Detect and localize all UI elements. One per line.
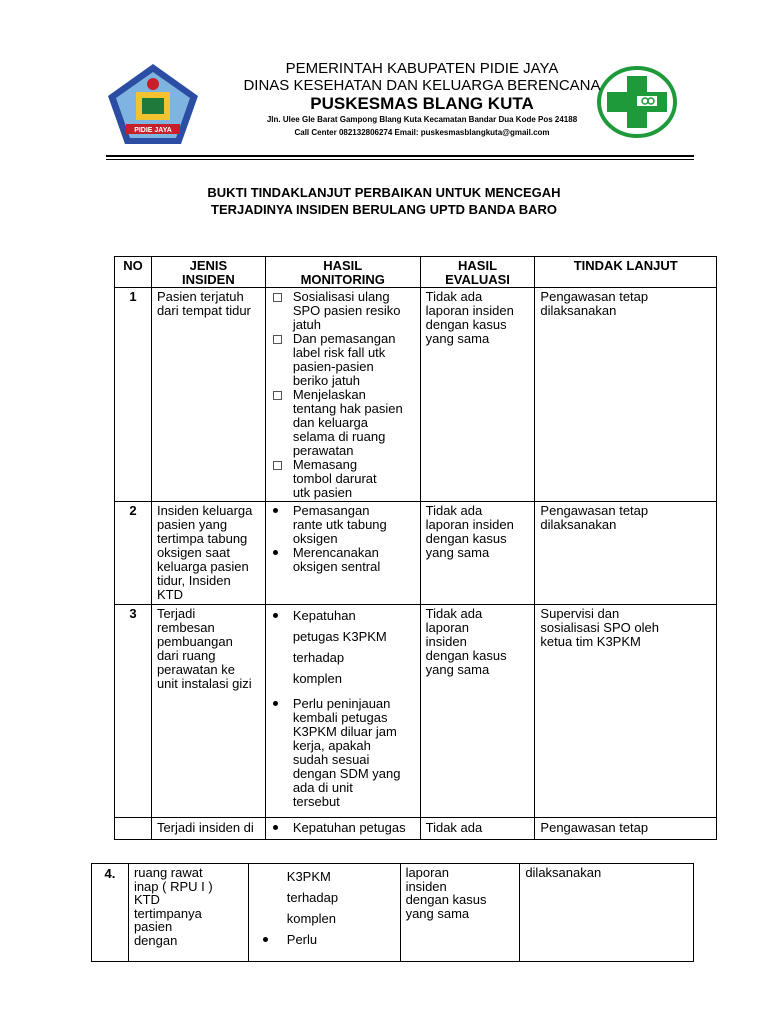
document-title-line-2: TERJADINYA INSIDEN BERULANG UPTD BANDA BARO: [211, 202, 557, 217]
bullet-icon: [273, 701, 278, 706]
bullet-icon: [273, 550, 278, 555]
table-row: [115, 288, 717, 502]
header-contact: Call Center 082132806274 Email: puskesmasblangkuta@gmail.com: [294, 128, 550, 137]
bullet-list-item: Perlu peninjauan kembali petugas K3PKM diluar jam kerja, apakah sudah sesuai dengan SDM yang ada di unit tersebut: [271, 697, 415, 809]
monitoring-cell: [265, 818, 420, 840]
bullet-list-item: Perlu: [287, 929, 395, 950]
bullet-icon: [273, 613, 278, 618]
jenis-insiden-cell: Pasien terjatuh dari tempat tidur: [151, 288, 265, 502]
row-number: 3: [115, 605, 152, 818]
jenis-insiden-cell: Terjadi insiden di: [151, 818, 265, 840]
continuation-table: [91, 863, 694, 962]
bullet-list-item: Kepatuhan petugas K3PKM terhadap komplen: [271, 605, 415, 689]
checkbox-icon: [273, 293, 282, 302]
jenis-insiden-cell: Insiden keluarga pasien yang tertimpa tabung oksigen saat keluarga pasien tidur, Insiden KTD: [151, 502, 265, 605]
row-number: 4.: [92, 864, 129, 962]
row-number: [115, 818, 152, 840]
bullet-list-item: Kepatuhan petugas: [271, 821, 415, 835]
evaluasi-cell: Tidak ada laporan insiden dengan kasus yang sama: [420, 502, 535, 605]
tindak-lanjut-cell: dilaksanakan: [520, 864, 694, 962]
header-line-2: DINAS KESEHATAN DAN KELUARGA BERENCANA: [243, 77, 601, 94]
bullet-list-item: Merencanakan oksigen sentral: [271, 546, 415, 574]
header-address: Jln. Ulee Gle Barat Gampong Blang Kuta Kecamatan Bandar Dua Kode Pos 24188: [266, 115, 578, 124]
checkbox-icon: [273, 391, 282, 400]
header-tindak-lanjut: TINDAK LANJUT: [535, 257, 717, 288]
header-divider-thick: [106, 155, 694, 157]
monitoring-cell: [265, 288, 420, 502]
evaluasi-cell: Tidak ada laporan insiden dengan kasus yang sama: [420, 288, 535, 502]
header-hasil-evaluasi: HASIL EVALUASI: [420, 257, 535, 288]
bullet-icon: [263, 937, 268, 942]
evaluasi-cell: Tidak ada: [420, 818, 535, 840]
table-header-row: [115, 257, 717, 288]
monitoring-cell: [265, 502, 420, 605]
row-number: 2: [115, 502, 152, 605]
monitoring-cell: K3PKM terhadap komplen Perlu: [248, 864, 400, 962]
header-line-1: PEMERINTAH KABUPATEN PIDIE JAYA: [285, 60, 559, 77]
document-title-line-1: BUKTI TINDAKLANJUT PERBAIKAN UNTUK MENCEGAH: [207, 185, 561, 200]
table-row: [92, 864, 694, 962]
evaluasi-cell: laporan insiden dengan kasus yang sama: [400, 864, 520, 962]
logo-text: PIDIE JAYA: [134, 127, 172, 134]
checkbox-list-item: Memasang tombol darurat utk pasien: [271, 458, 415, 500]
monitoring-cell: [265, 605, 420, 818]
jenis-insiden-cell: ruang rawat inap ( RPU I ) KTD tertimpanya pasien dengan: [128, 864, 248, 962]
header-hasil-monitoring: HASIL MONITORING: [265, 257, 420, 288]
checkbox-list-item: Dan pemasangan label risk fall utk pasien-pasien beriko jatuh: [271, 332, 415, 388]
header-puskesmas-name: PUSKESMAS BLANG KUTA: [310, 94, 534, 113]
evaluasi-cell: Tidak ada laporan insiden dengan kasus yang sama: [420, 605, 535, 818]
table-row: [115, 605, 717, 818]
table-row: [115, 818, 717, 840]
jenis-insiden-cell: Terjadi rembesan pembuangan dari ruang perawatan ke unit instalasi gizi: [151, 605, 265, 818]
header-no: NO: [115, 257, 152, 288]
checkbox-list-item: Sosialisasi ulang SPO pasien resiko jatuh: [271, 290, 415, 332]
incident-table: [114, 256, 717, 840]
bullet-list-item: Pemasangan rante utk tabung oksigen: [271, 504, 415, 546]
tindak-lanjut-cell: Supervisi dan sosialisasi SPO oleh ketua tim K3PKM: [535, 605, 717, 818]
tindak-lanjut-cell: Pengawasan tetap dilaksanakan: [535, 288, 717, 502]
header-divider-thin: [106, 159, 694, 160]
bullet-icon: [273, 825, 278, 830]
checkbox-icon: [273, 461, 282, 470]
row-number: 1: [115, 288, 152, 502]
header-jenis-insiden: JENIS INSIDEN: [151, 257, 265, 288]
tindak-lanjut-cell: Pengawasan tetap: [535, 818, 717, 840]
bullet-icon: [273, 508, 278, 513]
checkbox-icon: [273, 335, 282, 344]
checkbox-list-item: Menjelaskan tentang hak pasien dan keluarga selama di ruang perawatan: [271, 388, 415, 458]
table-row: [115, 502, 717, 605]
tindak-lanjut-cell: Pengawasan tetap dilaksanakan: [535, 502, 717, 605]
